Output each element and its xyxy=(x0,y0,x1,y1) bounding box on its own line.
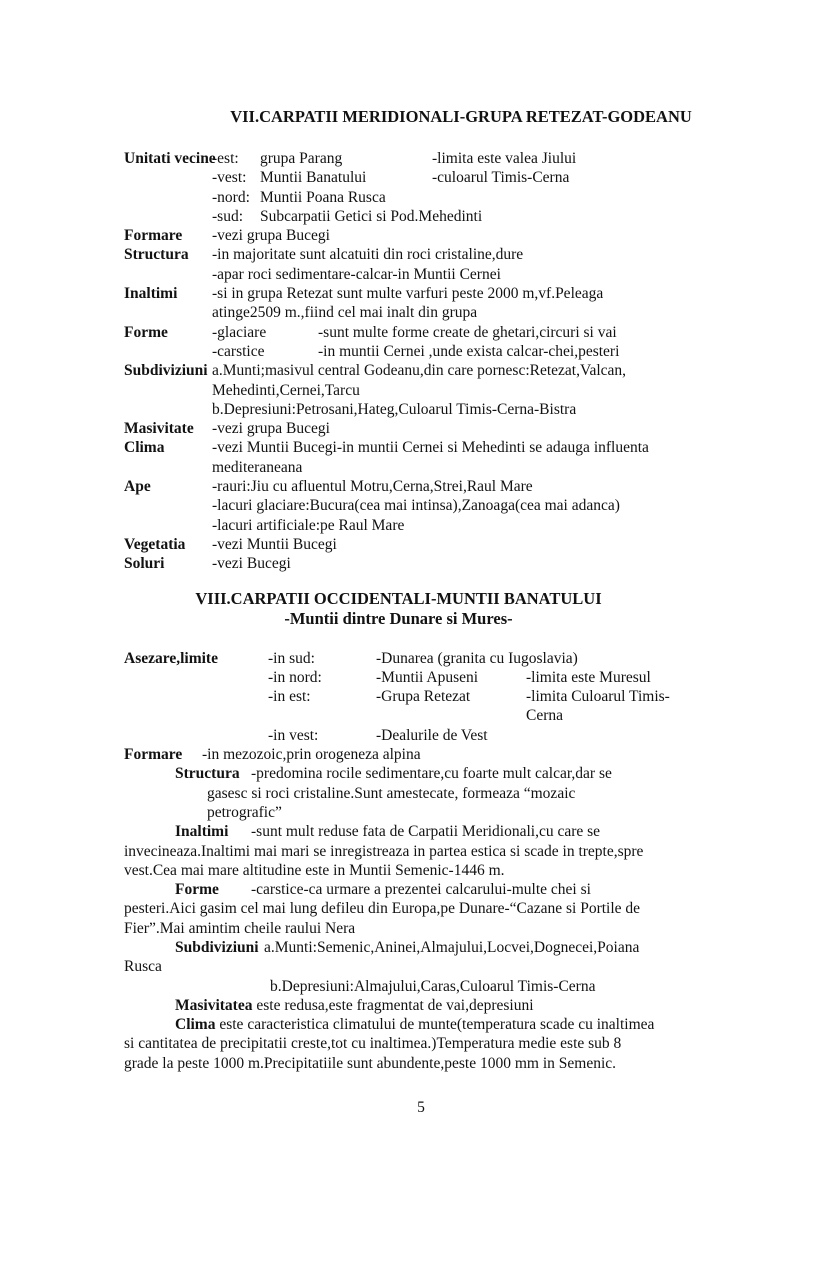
row-label-inaltimi: Inaltimi xyxy=(124,285,178,303)
row-text: -rauri:Jiu cu afluentul Motru,Cerna,Strei,Raul Mare xyxy=(212,478,533,496)
row-forme-8-cont xyxy=(124,919,718,938)
row-text: Mehedinti,Cernei,Tarcu xyxy=(212,381,360,399)
section8-title xyxy=(79,589,718,630)
row-label-ape: Ape xyxy=(124,478,151,496)
row-text: Rusca xyxy=(124,958,162,976)
row-text: -si in grupa Retezat sunt multe varfuri peste 2000 m,vf.Peleaga xyxy=(212,285,604,303)
neighbor-name: -Muntii Apuseni xyxy=(376,668,479,686)
row-text: gasesc si roci cristaline.Sunt amestecate, formeaza “mozaic xyxy=(207,784,576,802)
row-text: a.Munti;masivul central Godeanu,din care pornesc:Retezat,Valcan, xyxy=(212,362,627,380)
direction-label: -in vest: xyxy=(268,726,319,744)
limit-text: -limita este Muresul xyxy=(526,668,651,686)
row-label-formare: Formare xyxy=(124,227,183,245)
row-text: -predomina rocile sedimentare,cu foarte mult calcar,dar se xyxy=(251,765,612,783)
row-masivitate xyxy=(124,419,718,438)
direction-label: -nord: xyxy=(212,188,250,206)
row-text: -sunt mult reduse fata de Carpatii Meridionali,cu care se xyxy=(251,823,601,841)
row-asezare-limite xyxy=(124,726,718,745)
row-soluri xyxy=(124,554,718,573)
row-label-unitati-vecine: Unitati vecine xyxy=(124,150,216,167)
row-label-clima: Clima xyxy=(124,439,165,457)
row-asezare-limite xyxy=(124,668,718,687)
row-text: Fier”.Mai amintim cheile raului Nera xyxy=(124,919,356,937)
row-text: pesteri.Aici gasim cel mai lung defileu din Europa,pe Dunare-“Cazane si Portile de xyxy=(124,900,641,918)
row-structura-8 xyxy=(124,764,718,783)
document-page xyxy=(0,106,828,1275)
row-inaltimi-8-cont xyxy=(124,842,718,861)
section7-title: VII.CARPATII MERIDIONALI-GRUPA RETEZAT-GODEANU xyxy=(230,107,692,126)
row-label-vegetatia: Vegetatia xyxy=(124,535,186,553)
row-text: -in mezozoic,prin orogeneza alpina xyxy=(202,746,421,764)
limit-text: -culoarul Timis-Cerna xyxy=(432,169,570,187)
row-label-subdiviziuni-8: Subdiviziuni xyxy=(175,938,259,956)
row-forme-8-cont xyxy=(124,899,718,918)
row-asezare-limite xyxy=(124,649,718,668)
row-forme-8 xyxy=(124,880,718,899)
neighbor-name: Subcarpatii Getici si Pod.Mehedinti xyxy=(260,207,483,225)
row-text: -apar roci sedimentare-calcar-in Muntii Cernei xyxy=(212,265,501,283)
row-unitati-vecine xyxy=(124,168,718,187)
row-label-forme-8: Forme xyxy=(175,881,219,899)
direction-label: -in nord: xyxy=(268,668,322,686)
neighbor-name: Muntii Poana Rusca xyxy=(260,188,386,206)
row-text: atinge2509 m.,fiind cel mai inalt din grupa xyxy=(212,304,478,322)
row-text: vest.Cea mai mare altitudine este in Muntii Semenic-1446 m. xyxy=(124,861,505,879)
relief-type: -glaciare xyxy=(212,323,267,341)
limit-text: Cerna xyxy=(526,707,564,725)
row-label-forme: Forme xyxy=(124,323,168,341)
row-subdiviziuni-8 xyxy=(124,938,718,957)
row-text: si cantitatea de precipitatii creste,tot cu inaltimea.)Temperatura medie este sub 8 xyxy=(124,1035,622,1053)
row-asezare-limite xyxy=(124,706,718,725)
row-forme-cont xyxy=(124,342,718,361)
row-label-subdiviziuni: Subdiviziuni xyxy=(124,362,208,380)
row-inaltimi-cont xyxy=(124,303,718,322)
row-structura-8-cont xyxy=(124,803,718,822)
row-ape-cont xyxy=(124,496,718,515)
row-label-formare-8: Formare xyxy=(124,746,183,764)
row-text: -vezi Muntii Bucegi xyxy=(212,535,337,553)
row-forme xyxy=(124,323,718,342)
row-text: b.Depresiuni:Almajului,Caras,Culoarul Timis-Cerna xyxy=(270,977,596,995)
row-vegetatia xyxy=(124,535,718,554)
row-label-structura: Structura xyxy=(124,246,189,264)
row-text: este redusa,este fragmentat de vai,depresiuni xyxy=(256,996,534,1014)
neighbor-name: grupa Parang xyxy=(260,150,343,167)
row-ape-cont xyxy=(124,516,718,535)
row-unitati-vecine xyxy=(124,188,718,207)
row-subdiviziuni-cont xyxy=(124,381,718,400)
row-subdiviziuni xyxy=(124,361,718,380)
row-formare-8 xyxy=(124,745,718,764)
row-text: este caracteristica climatului de munte(temperatura scade cu inaltimea xyxy=(219,1016,655,1034)
row-text: -sunt multe forme create de ghetari,circuri si vai xyxy=(318,323,617,341)
row-structura-cont xyxy=(124,265,718,284)
row-clima-8-cont xyxy=(124,1054,718,1073)
row-inaltimi xyxy=(124,284,718,303)
row-text: -carstice-ca urmare a prezentei calcarului-multe chei si xyxy=(251,881,591,899)
row-text: b.Depresiuni:Petrosani,Hateg,Culoarul Timis-Cerna-Bistra xyxy=(212,400,577,418)
row-text: -vezi grupa Bucegi xyxy=(212,227,330,245)
row-text: a.Munti:Semenic,Aninei,Almajului,Locvei,Dognecei,Poiana xyxy=(264,938,640,956)
row-label-masivitatea-8: Masivitatea xyxy=(175,996,253,1014)
row-text: -in majoritate sunt alcatuiti din roci cristaline,dure xyxy=(212,246,524,264)
row-label-inaltimi-8: Inaltimi xyxy=(175,823,229,841)
row-structura xyxy=(124,245,718,264)
row-label-asezare-limite: Asezare,limite xyxy=(124,649,218,667)
row-ape xyxy=(124,477,718,496)
neighbor-name: -Grupa Retezat xyxy=(376,688,471,706)
row-text: -vezi grupa Bucegi xyxy=(212,420,330,438)
row-unitati-vecine xyxy=(124,207,718,226)
section-7 xyxy=(124,106,718,574)
section8-title-line1: VIII.CARPATII OCCIDENTALI-MUNTII BANATULUI xyxy=(195,588,602,608)
row-clima-8-cont xyxy=(124,1034,718,1053)
row-clima-8 xyxy=(124,1015,718,1034)
limit-text: -limita este valea Jiului xyxy=(432,150,577,167)
direction-label: -in est: xyxy=(268,688,311,706)
row-subdiviziuni-8-cont xyxy=(124,977,718,996)
neighbor-name: -Dunarea (granita cu Iugoslavia) xyxy=(376,649,578,667)
row-label-masivitate: Masivitate xyxy=(124,420,194,438)
direction-label: -sud: xyxy=(212,207,243,225)
row-unitati-vecine xyxy=(124,149,718,168)
row-masivitatea-8 xyxy=(124,996,718,1015)
row-text: grade la peste 1000 m.Precipitatiile sunt abundente,peste 1000 mm in Semenic. xyxy=(124,1054,617,1072)
row-clima xyxy=(124,438,718,457)
row-text: -vezi Bucegi xyxy=(212,555,291,573)
direction-label: -in sud: xyxy=(268,649,315,667)
row-text: petrografic” xyxy=(207,803,282,821)
section-8 xyxy=(124,589,718,1074)
section8-title-line2: -Muntii dintre Dunare si Mures- xyxy=(284,609,513,629)
neighbor-name: -Dealurile de Vest xyxy=(376,726,488,744)
row-asezare-limite xyxy=(124,687,718,706)
row-subdiviziuni-cont xyxy=(124,400,718,419)
row-text: mediteraneana xyxy=(212,458,303,476)
neighbor-name: Muntii Banatului xyxy=(260,169,367,187)
row-text: invecineaza.Inaltimi mai mari se inregistreaza in partea estica si scade in trepte,spre xyxy=(124,842,644,860)
direction-label: -est: xyxy=(212,150,239,167)
row-text: -lacuri artificiale:pe Raul Mare xyxy=(212,516,405,534)
row-subdiviziuni-8-cont xyxy=(124,957,718,976)
row-formare xyxy=(124,226,718,245)
row-inaltimi-8 xyxy=(124,822,718,841)
row-clima-cont xyxy=(124,458,718,477)
limit-text: -limita Culoarul Timis- xyxy=(526,688,670,706)
row-text: -lacuri glaciare:Bucura(cea mai intinsa),Zanoaga(cea mai adanca) xyxy=(212,497,620,515)
row-inaltimi-8-cont xyxy=(124,861,718,880)
row-label-clima-8: Clima xyxy=(175,1016,216,1034)
page-number: 5 xyxy=(417,1099,425,1117)
row-label-structura-8: Structura xyxy=(175,765,240,783)
row-text: -in muntii Cernei ,unde exista calcar-chei,pesteri xyxy=(318,342,620,360)
row-structura-8-cont xyxy=(124,784,718,803)
row-label-soluri: Soluri xyxy=(124,555,165,573)
row-text: -vezi Muntii Bucegi-in muntii Cernei si Mehedinti se adauga influenta xyxy=(212,439,649,457)
direction-label: -vest: xyxy=(212,169,247,187)
relief-type: -carstice xyxy=(212,342,265,360)
